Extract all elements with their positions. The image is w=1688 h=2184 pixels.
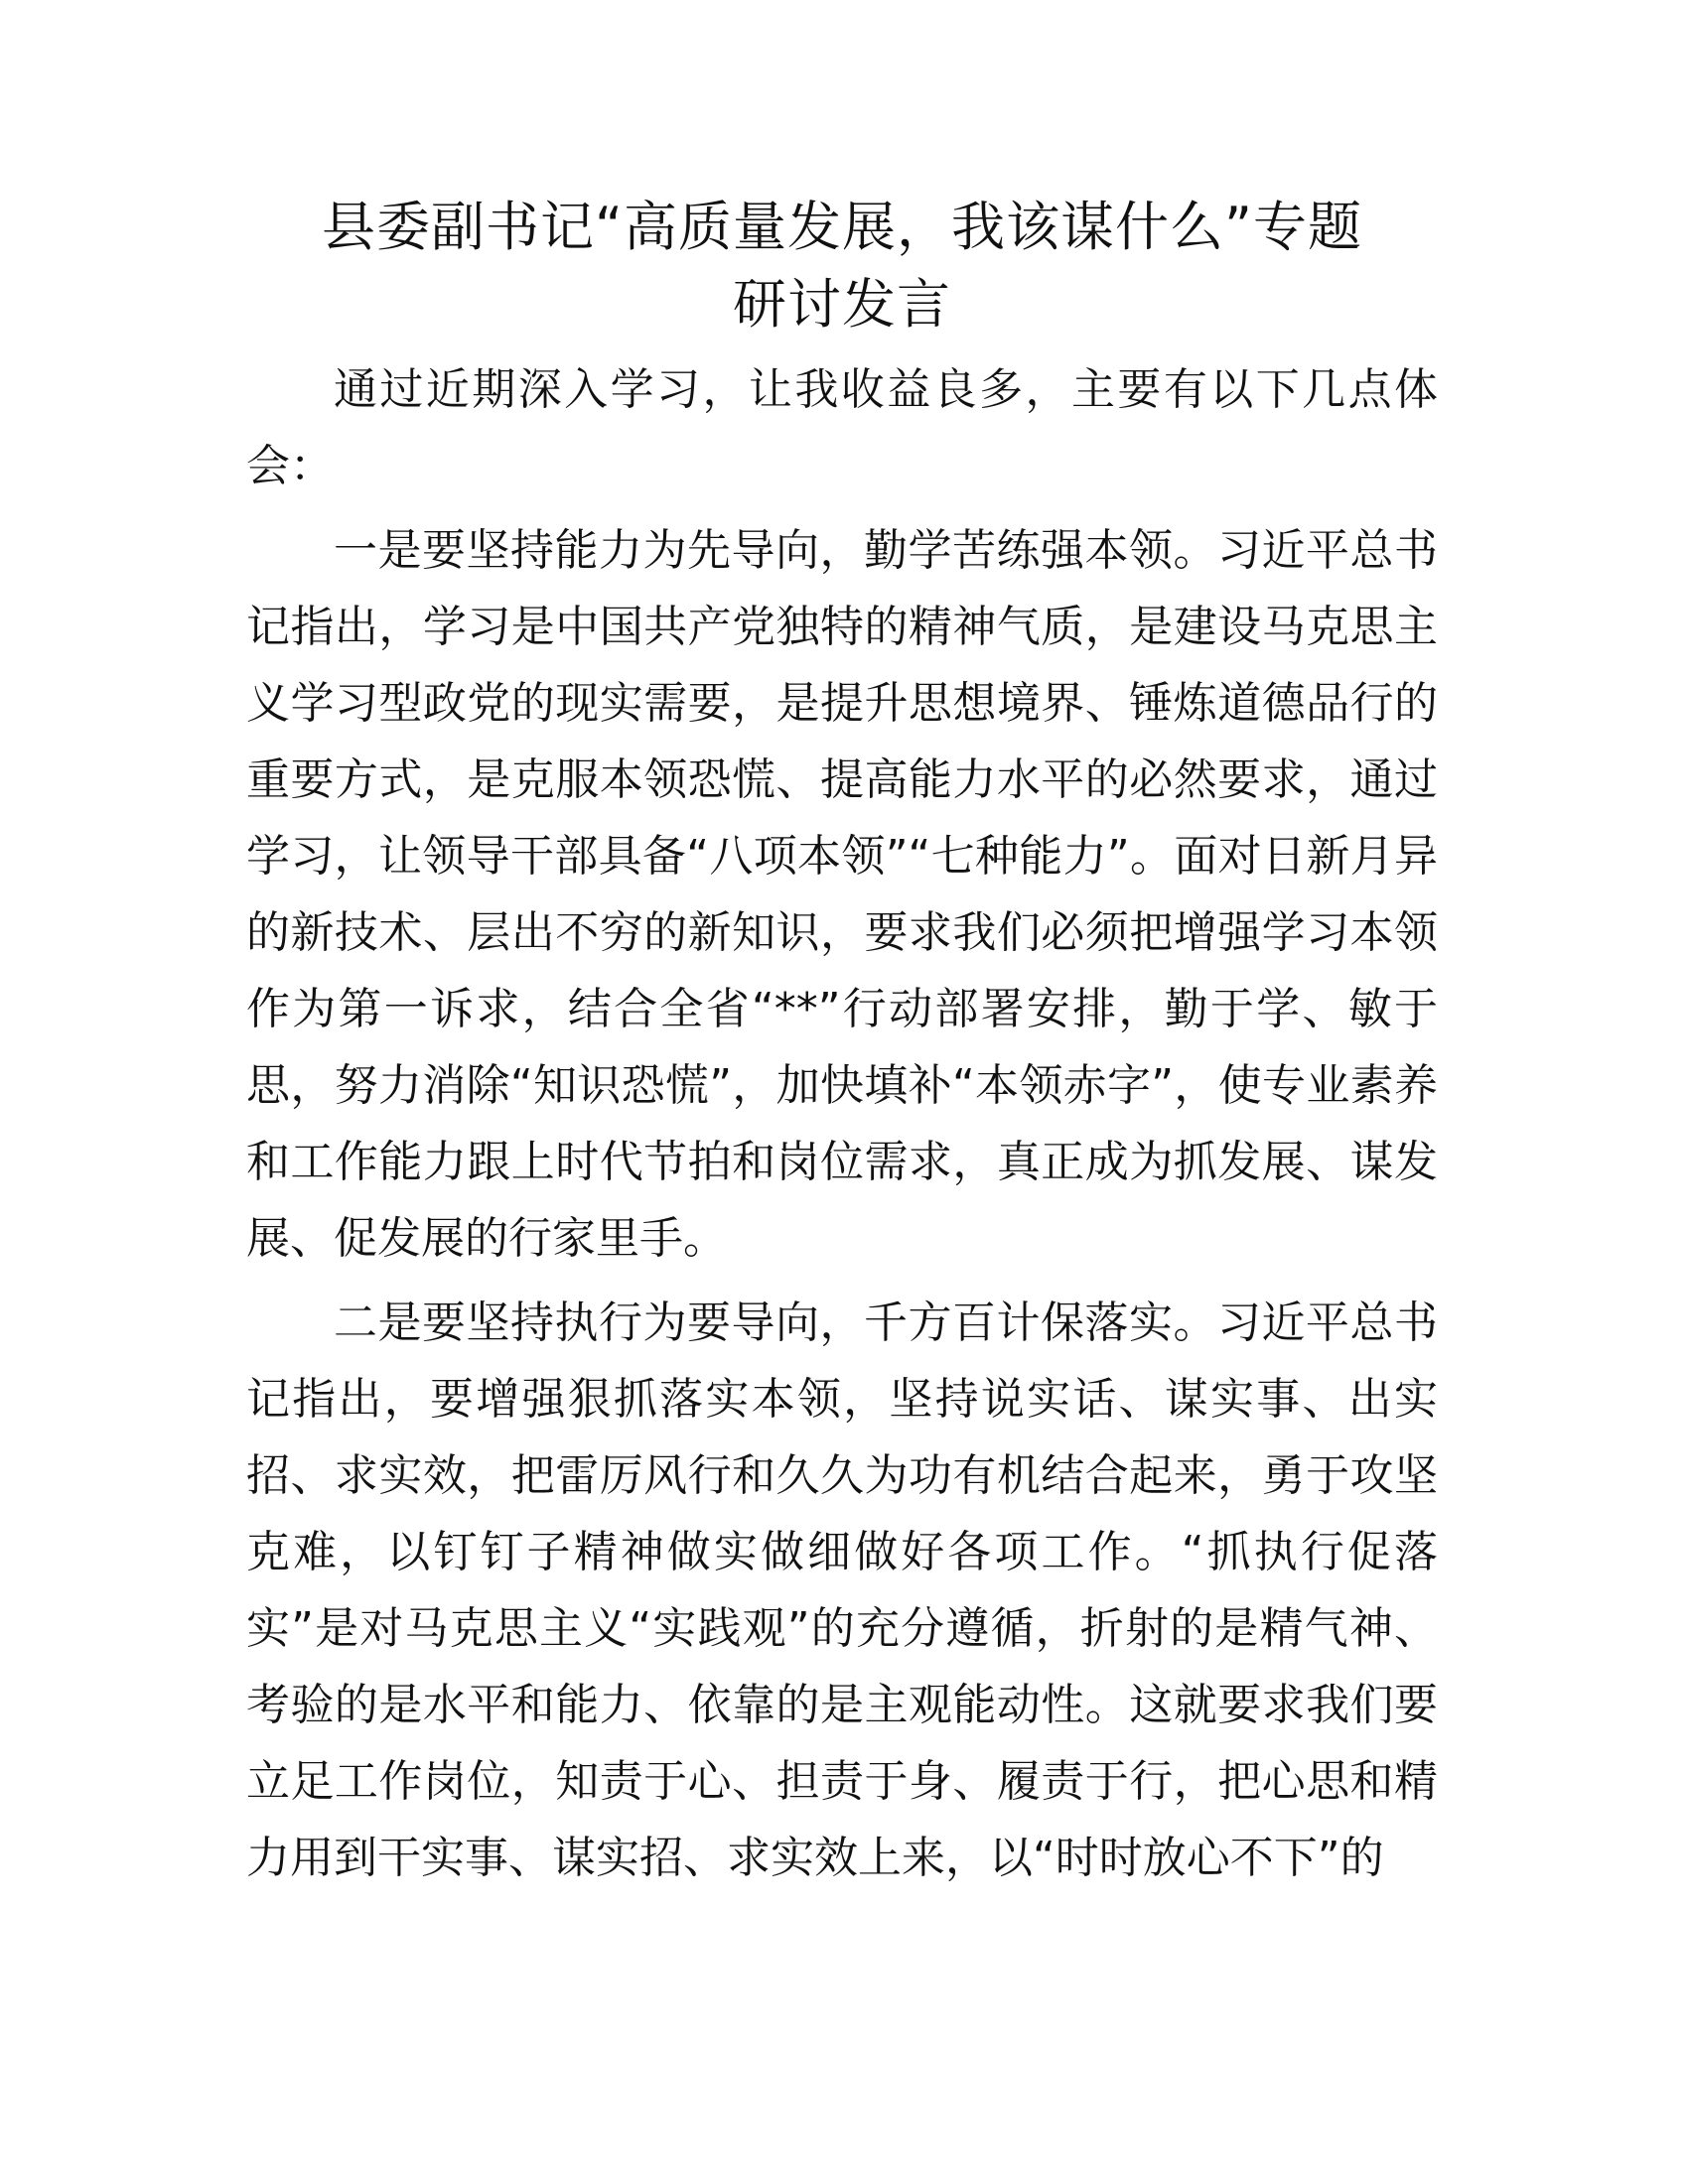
title-line-1: 县委副书记“高质量发展，我该谋什么”专题 [322,196,1362,258]
paragraph-intro: 通过近期深入学习，让我收益良多，主要有以下几点体会： [246,364,1438,491]
document-page [246,189,1438,1896]
title-line-2: 研讨发言 [733,273,951,336]
paragraph-point-one: 一是要坚持能力为先导向，勤学苦练强本领。习近平总书记指出，学习是中国共产党独特的精神气质，是建设马克思主义学习型政党的现实需要，是提升思想境界、锤炼道德品行的重要方式，是克服本领恐慌、提高能力水平的必然要求，通过学习，让领导干部具备“八项本领”“七种能力”。面对日新月异的新技术、层出不穷的新知识，要求我们必须把增强学习本领作为第一诉求，结合全省“**”行动部署安排，勤于学、敏于思，努力消除“知识恐慌”，加快填补“本领赤字”，使专业素养和工作能力跟上时代节拍和岗位需求，真正成为抓发展、谋发展、促发展的行家里手。 [246,525,1438,1264]
paragraph-point-two: 二是要坚持执行为要导向，千方百计保落实。习近平总书记指出，要增强狠抓落实本领，坚持说实话、谋实事、出实招、求实效，把雷厉风行和久久为功有机结合起来，勇于攻坚克难，以钉钉子精神做实做细做好各项工作。“抓执行促落实”是对马克思主义“实践观”的充分遵循，折射的是精气神、考验的是水平和能力、依靠的是主观能动性。这就要求我们要立足工作岗位，知责于心、担责于身、履责于行，把心思和精力用到干实事、谋实招、求实效上来，以“时时放心不下”的 [246,1297,1438,1883]
document-title [246,189,1438,343]
